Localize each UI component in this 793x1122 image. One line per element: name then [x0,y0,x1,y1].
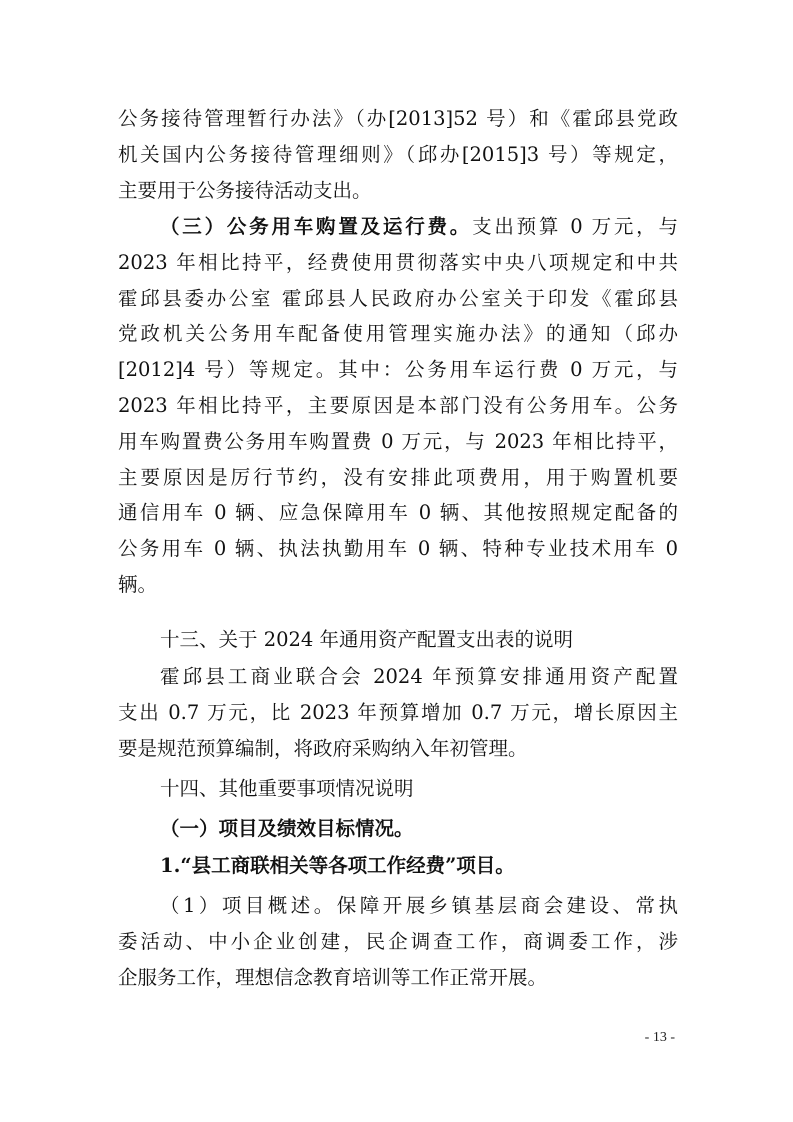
text-line: 用车购置费公务用车购置费 0 万元，与 2023 年相比持平， [118,429,678,453]
runin-heading: （三）公务用车购置及运行费。 [160,215,473,238]
text-line: 公务接待管理暂行办法》（办[2013]52 号）和《霍邱县党政 [118,107,678,130]
text-span: 支出预算 0 万元，与 [472,215,678,238]
text-line: 机关国内公务接待管理细则》（邱办[2015]3 号）等规定， [118,142,678,166]
subsection-1-heading [160,811,680,847]
text-line: 要是规范预算编制，将政府采购纳入年初管理。 [118,736,528,760]
project-title: 1.“县工商联相关等各项工作经费”项目。 [160,854,515,877]
section-title: 十四、其他重要事项情况说明 [160,777,414,800]
section-14-heading [160,771,680,807]
section-title: 十三、关于 2024 年通用资产配置支出表的说明 [160,628,574,651]
text-line: 主要用于公务接待活动支出。 [118,178,372,202]
page-number: - 13 - [644,1030,675,1045]
project-1-heading [160,848,680,884]
text-line: （1）项目概述。保障开展乡镇基层商会建设、常执 [160,894,678,917]
text-line: 通信用车 0 辆、应急保障用车 0 辆、其他按照规定配备的 [118,501,678,525]
text-line: [2012]4 号）等规定。其中：公务用车运行费 0 万元，与 [118,358,678,382]
text-line: 霍邱县工商业联合会 2024 年预算安排通用资产配置 [160,665,678,688]
paragraph-asset-allocation [118,659,678,766]
text-line: 党政机关公务用车配备使用管理实施办法》的通知（邱办 [118,322,678,346]
paragraph-official-reception [118,101,678,208]
text-line: 企服务工作，理想信念教育培训等工作正常开展。 [118,965,548,989]
text-line: 霍邱县委办公室 霍邱县人民政府办公室关于印发《霍邱县 [118,286,678,310]
paragraph-project-overview [118,888,678,995]
text-line: 2023 年相比持平，主要原因是本部门没有公务用车。公务 [118,393,678,417]
section-13-heading [160,622,680,658]
text-line: 委活动、中小企业创建，民企调查工作，商调委工作，涉 [118,929,678,953]
subsection-title: （一）项目及绩效目标情况。 [160,817,414,840]
paragraph-official-vehicles [118,209,678,603]
text-line: 2023 年相比持平，经费使用贯彻落实中央八项规定和中共 [118,250,678,274]
text-line: 辆。 [118,572,158,596]
text-line [118,209,678,245]
text-line: 主要原因是厉行节约，没有安排此项费用，用于购置机要 [118,465,678,489]
text-line: 公务用车 0 辆、执法执勤用车 0 辆、特种专业技术用车 0 [118,537,678,561]
text-line: 支出 0.7 万元，比 2023 年预算增加 0.7 万元，增长原因主 [118,700,678,724]
